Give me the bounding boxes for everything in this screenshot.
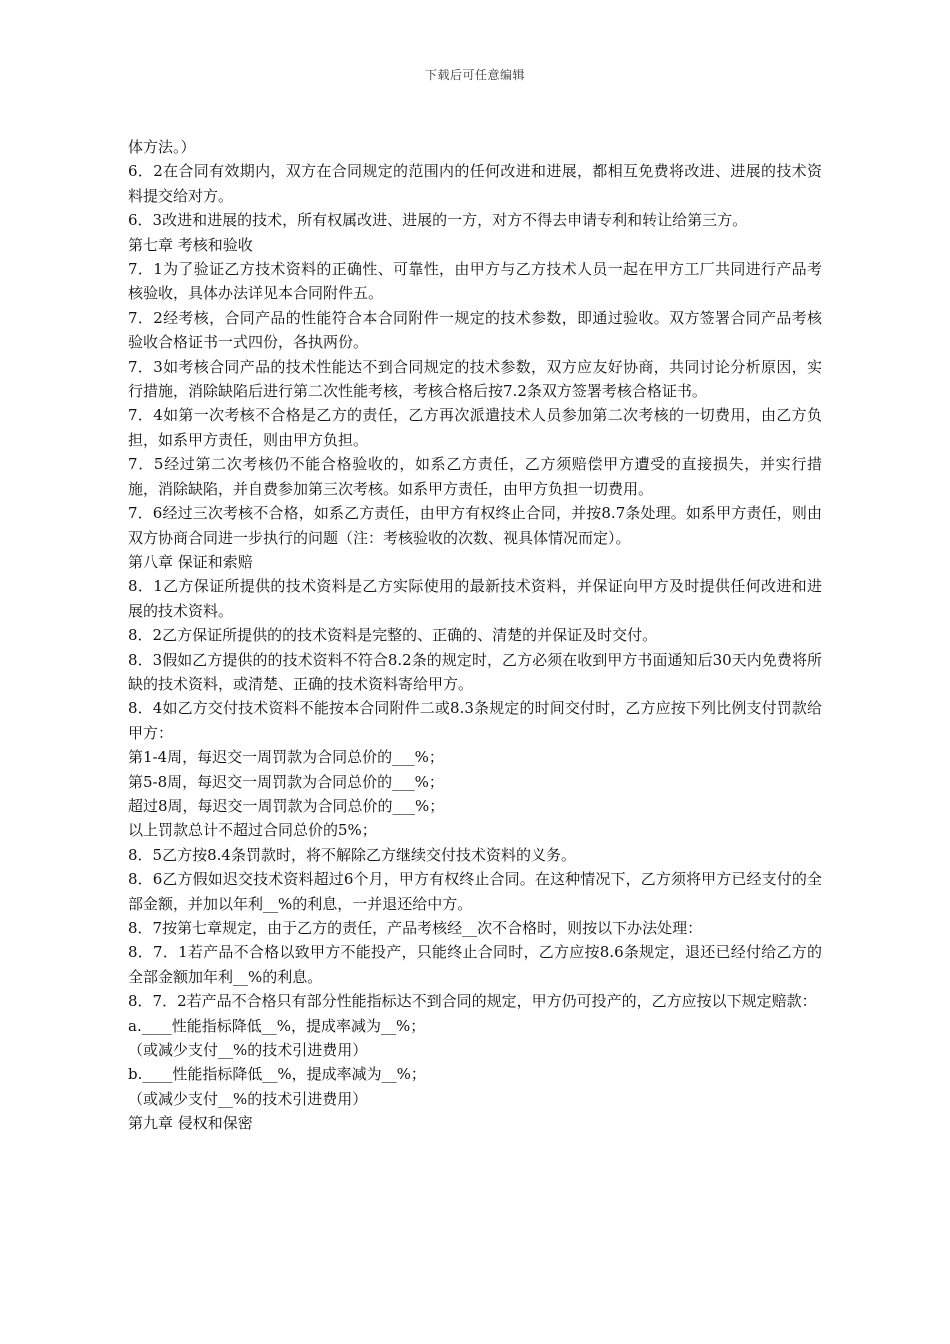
penalty-weeks-1-4: 第1-4周，每迟交一周罚款为合同总价的___%； [128,748,444,767]
clause-8-1: 8．1乙方保证所提供的技术资料是乙方实际使用的最新技术资料，并保证向甲方及时提供任何改进和进展的技术资料。 [128,577,822,620]
item-b: b.____性能指标降低__%，提成率减为__%； [128,1065,426,1084]
chapter-7-heading: 第七章 考核和验收 [128,235,253,254]
clause-6-2: 6．2在合同有效期内，双方在合同规定的范围内的任何改进和进展，都相互免费将改进、进展的技术资料提交给对方。 [128,162,822,205]
document-body [128,135,822,1136]
penalty-over-8-weeks: 超过8周，每迟交一周罚款为合同总价的___%； [128,796,445,815]
clause-8-4: 8．4如乙方交付技术资料不能按本合同附件二或8.3条规定的时间交付时，乙方应按下列比例支付罚款给甲方： [128,699,822,742]
clause-8-7-2: 8．7．2若产品不合格只有部分性能指标达不到合同的规定，甲方仍可投产的，乙方应按以下规定赔款： [128,992,817,1011]
clause-8-5: 8．5乙方按8.4条罚款时，将不解除乙方继续交付技术资料的义务。 [128,845,576,864]
clause-7-4: 7．4如第一次考核不合格是乙方的责任，乙方再次派遣技术人员参加第二次考核的一切费用，由乙方负担，如系甲方责任，则由甲方负担。 [128,406,822,449]
page-header: 下载后可任意编辑 [424,68,525,82]
chapter-9-heading: 第九章 侵权和保密 [128,1114,253,1133]
clause-7-3: 7．3如考核合同产品的技术性能达不到合同规定的技术参数，双方应友好协商，共同讨论分析原因，实行措施，消除缺陷后进行第二次性能考核，考核合格后按7.2条双方签署考核合格证书。 [128,357,822,401]
paragraph: 体方法。） [128,138,196,156]
penalty-cap: 以上罚款总计不超过合同总价的5%； [128,821,377,840]
clause-7-5: 7．5经过第二次考核仍不能合格验收的，如系乙方责任，乙方须赔偿甲方遭受的直接损失，并实行措施，消除缺陷，并自费参加第三次考核。如系甲方责任，由甲方负担一切费用。 [128,455,822,498]
clause-8-7: 8．7按第七章规定，由于乙方的责任，产品考核经__次不合格时，则按以下办法处理： [128,919,703,937]
clause-8-2: 8．2乙方保证所提供的的技术资料是完整的、正确的、清楚的并保证及时交付。 [128,626,658,645]
item-b-note: （或减少支付__%的技术引进费用） [128,1089,368,1108]
clause-7-6: 7．6经过三次考核不合格，如系乙方责任，由甲方有权终止合同，并按8.7条处理。如系甲方责任，则由双方协商合同进一步执行的问题（注：考核验收的次数、视具体情况而定）。 [128,504,822,547]
item-a-note: （或减少支付__%的技术引进费用） [128,1041,368,1060]
clause-7-2: 7．2经考核，合同产品的性能符合本合同附件一规定的技术参数，即通过验收。双方签署合同产品考核验收合格证书一式四份，各执两份。 [128,308,822,352]
clause-7-1: 7．1为了验证乙方技术资料的正确性、可靠性，由甲方与乙方技术人员一起在甲方工厂共同进行产品考核验收，具体办法详见本合同附件五。 [128,260,822,303]
clause-8-7-1: 8．7．1若产品不合格以致甲方不能投产，只能终止合同时，乙方应按8.6条规定，退还已经付给乙方的全部金额加年利__%的利息。 [128,943,822,986]
clause-8-6: 8．6乙方假如迟交技术资料超过6个月，甲方有权终止合同。在这种情况下，乙方须将甲方已经支付的全部金额，并加以年利__%的利息，一并退还给中方。 [128,870,822,913]
penalty-weeks-5-8: 第5-8周，每迟交一周罚款为合同总价的___%； [128,772,444,791]
chapter-8-heading: 第八章 保证和索赔 [128,552,253,571]
clause-8-3: 8．3假如乙方提供的的技术资料不符合8.2条的规定时，乙方必须在收到甲方书面通知后30天内免费将所缺的技术资料，或清楚、正确的技术资料寄给甲方。 [128,650,822,693]
item-a: a.____性能指标降低__%，提成率减为__%； [128,1016,426,1035]
clause-6-3: 6．3改进和进展的技术，所有权属改进、进展的一方，对方不得去申请专利和转让给第三方。 [128,211,748,230]
